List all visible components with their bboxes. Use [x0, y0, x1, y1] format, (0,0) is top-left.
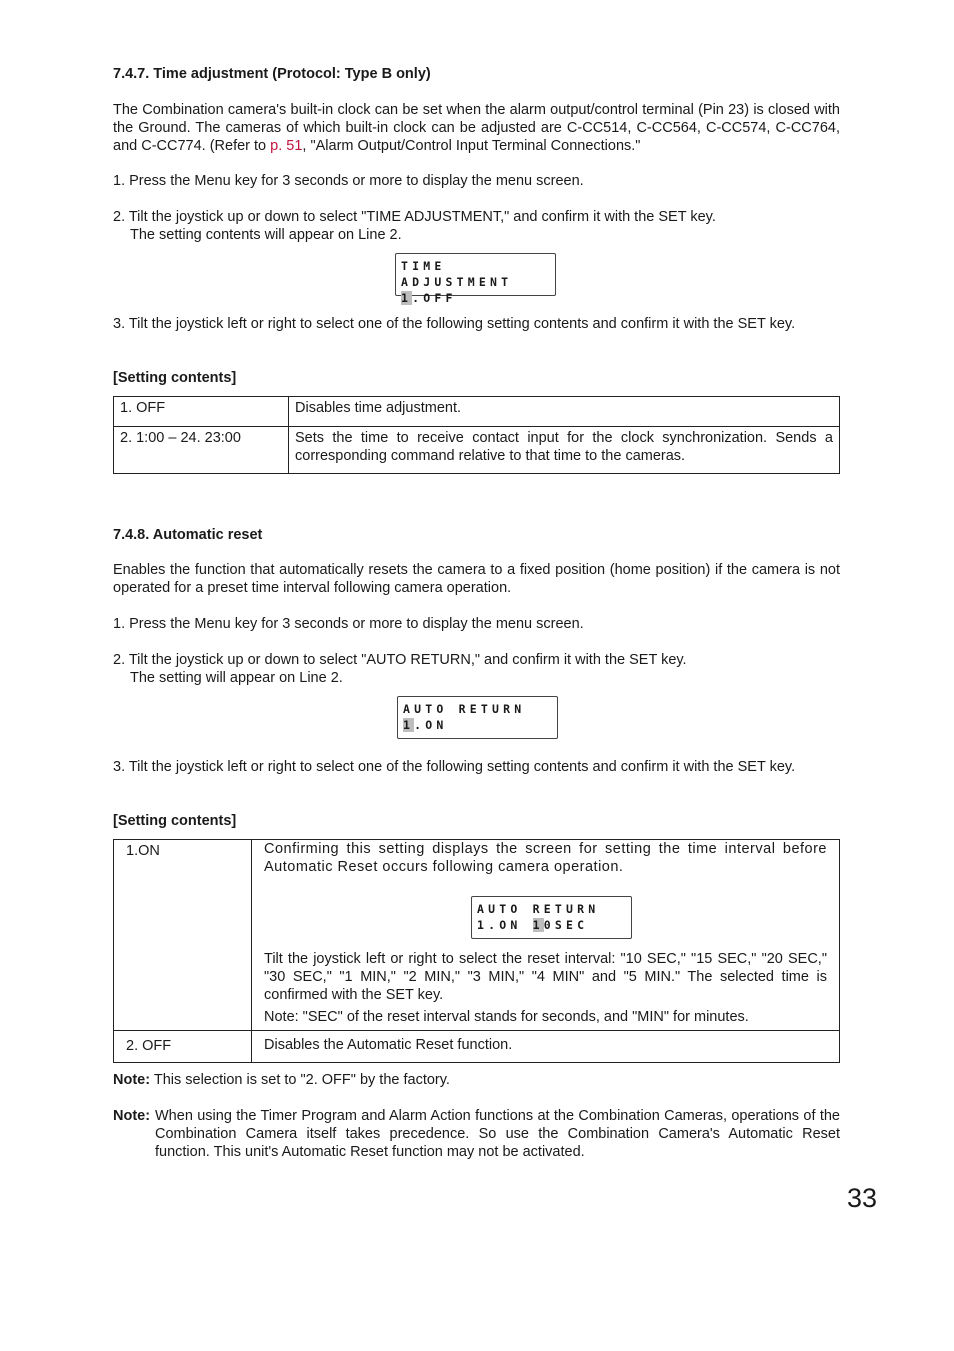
- note-label: Note:: [113, 1072, 151, 1088]
- step-2: 2. Tilt the joystick up or down to select "AUTO RETURN," and confirm it with the SET key.: [113, 652, 687, 668]
- note-text: When using the Timer Program and Alarm Action functions at the Combination Cameras, operations of the Combination Camera itself takes precedence. So use the Combination Camera's Automatic Reset function. This unit's Automatic Reset function may not be activated.: [155, 1108, 840, 1160]
- lcd-line-1: AUTO RETURN: [477, 902, 600, 916]
- step-2: 2. Tilt the joystick up or down to select "TIME ADJUSTMENT," and confirm it with the SET key.: [113, 209, 716, 225]
- lcd-line-2: [401, 290, 550, 306]
- section-heading-automatic-reset: 7.4.8. Automatic reset: [113, 527, 263, 543]
- description-cell: Disables time adjustment.: [289, 397, 840, 427]
- note-precedence: [113, 1107, 840, 1161]
- lcd-display-auto-return: [397, 696, 558, 739]
- automatic-reset-intro: Enables the function that automatically resets the camera to a fixed position (home position) if the camera is not operated for a preset time interval following camera operation.: [113, 562, 840, 596]
- intro-text-b: , "Alarm Output/Control Input Terminal Connections.": [302, 138, 641, 154]
- time-adjustment-intro: [113, 101, 840, 155]
- option-cell: 2. 1:00 – 24. 23:00: [114, 427, 289, 474]
- step-3: 3. Tilt the joystick left or right to select one of the following setting contents and confirm it with the SET key.: [113, 759, 796, 775]
- lcd-line-1: TIME ADJUSTMENT: [401, 259, 513, 289]
- lcd-line-2: [403, 717, 552, 733]
- setting-contents-heading-2: [Setting contents]: [113, 813, 237, 829]
- time-adjustment-table: [113, 396, 840, 474]
- page-number: 33: [847, 1183, 878, 1213]
- description-cell: Sets the time to receive contact input for the clock synchronization. Sends a corresponding command relative to that time to the cameras.: [289, 427, 840, 474]
- option-cell: 2. OFF: [114, 1031, 252, 1063]
- description-cell: Disables the Automatic Reset function.: [252, 1031, 840, 1063]
- row1-note: Note: "SEC" of the reset interval stands for seconds, and "MIN" for minutes.: [264, 1009, 749, 1025]
- lcd-line-2: [477, 917, 626, 933]
- intro-text-a: The Combination camera's built-in clock can be set when the alarm output/control terminal (Pin 23) is closed with the Ground. The cameras of which built-in clock can be adjusted are C-CC514, C-CC564, C-CC574, C-CC764, and C-CC774. (Refer to: [113, 102, 840, 154]
- option-cell: 1. OFF: [114, 397, 289, 427]
- step-1: 1. Press the Menu key for 3 seconds or more to display the menu screen.: [113, 173, 584, 189]
- lcd-line-2-value: .ON: [414, 718, 448, 732]
- table-row: [114, 840, 840, 1031]
- table-row: [114, 1031, 840, 1063]
- section-heading-time-adjustment: 7.4.7. Time adjustment (Protocol: Type B only): [113, 66, 431, 82]
- lcd-line-1: AUTO RETURN: [403, 702, 526, 716]
- step-3: 3. Tilt the joystick left or right to select one of the following setting contents and confirm it with the SET key.: [113, 316, 796, 332]
- note-label: Note:: [113, 1108, 151, 1124]
- description-cell: [252, 840, 840, 1031]
- step-1: 1. Press the Menu key for 3 seconds or more to display the menu screen.: [113, 616, 584, 632]
- row1-description: Confirming this setting displays the screen for setting the time interval before Automatic Reset occurs following camera operation.: [264, 841, 827, 875]
- step-2-sub: The setting will appear on Line 2.: [130, 670, 343, 686]
- note-text: This selection is set to "2. OFF" by the factory.: [153, 1072, 450, 1088]
- lcd-container: [264, 876, 827, 950]
- lcd-line-2-value: .OFF: [412, 291, 457, 305]
- note-factory-setting: [113, 1071, 450, 1089]
- step-2-sub: The setting contents will appear on Line 2.: [130, 227, 402, 243]
- lcd-display-time-adjustment: [395, 253, 556, 305]
- lcd-line-2-suffix: 0SEC: [543, 918, 589, 932]
- lcd-cursor: 1: [532, 918, 544, 932]
- lcd-display-interval: [471, 896, 632, 939]
- lcd-cursor: 1: [403, 718, 415, 732]
- lcd-line-2-prefix: 1.ON: [477, 918, 533, 932]
- table-row: [114, 397, 840, 427]
- row1-interval-description: Tilt the joystick left or right to select the reset interval: "10 SEC," "15 SEC," "20 SEC," "30 SEC," "1 MIN," "2 MIN," "3 MIN," "4 MIN" and "5 MIN." The selected time is confirmed with the SET key.: [264, 951, 827, 1003]
- setting-contents-heading-1: [Setting contents]: [113, 370, 237, 386]
- lcd-cursor: 1: [401, 291, 413, 305]
- option-cell: 1.ON: [114, 840, 252, 1031]
- table-row: [114, 427, 840, 474]
- page-link[interactable]: p. 51: [270, 138, 303, 154]
- automatic-reset-table: [113, 839, 840, 1063]
